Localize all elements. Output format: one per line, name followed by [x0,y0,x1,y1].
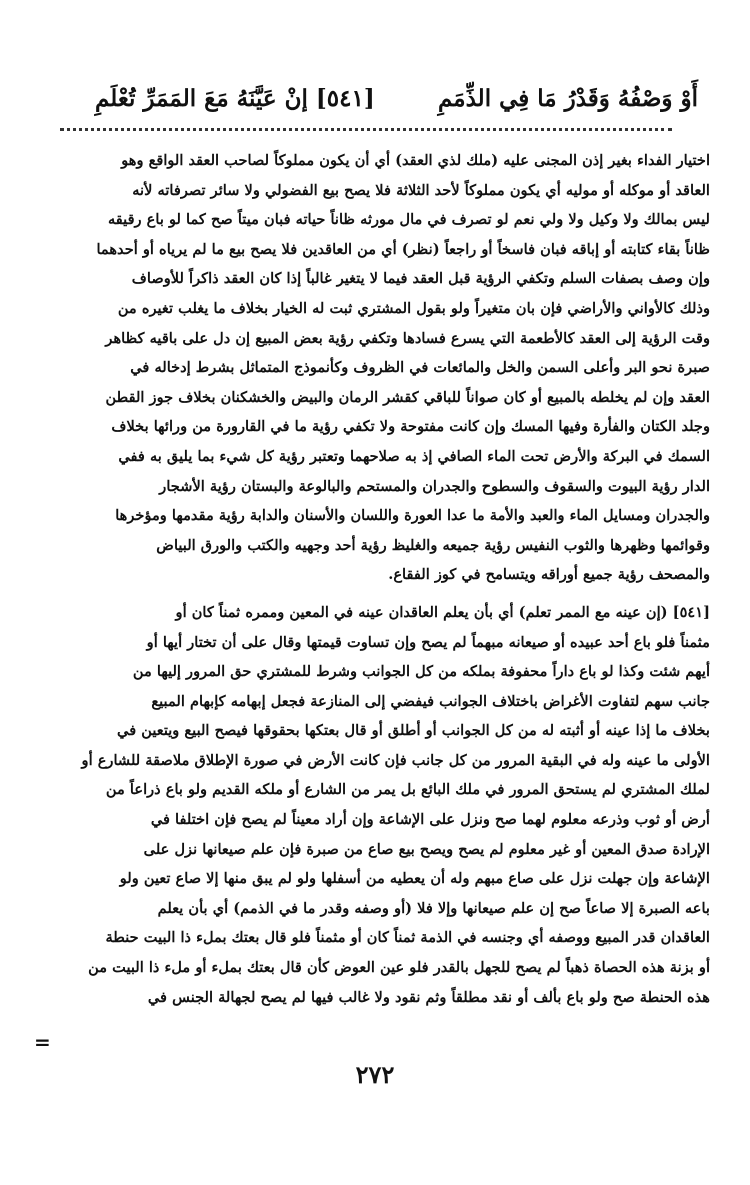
text-line: السمك في البركة والأرض تحت الماء الصافي إذ به صلاحهما وتعتبر رؤية كل شيء بما يليق به ففي [118,447,710,465]
text-line: لملك المشتري لم يستحق المرور في ملك البائع بل يمر من الشارع أو ملكه القديم ولو باع ذراعاً من [105,781,710,799]
commentary-text [42,146,710,1012]
text-line: والجدران ومسايل الماء والعبد والأمة ما عدا العورة واللسان والأسنان والدابة رؤية مقدمها ومؤخرها [115,507,710,525]
text-line: أو بزنة هذه الحصاة ذهباً لم يصح للجهل بالقدر فلو عين العوض كأن قال بعتك بملء أو ملء ذا البيت من [88,959,710,977]
text-line: وذلك كالأواني والأراضي فإن بان متغيراً ولو بقول المشتري ثبت له الخيار بخلاف ما يغلب تغيره من [117,299,710,317]
verse-left-hemistich: أَوْ وَصْفُهُ وَقَدْرُ مَا فِي الذِّمَمِ [437,84,698,112]
text-line: العاقد أو موكله أو موليه أي يكون مملوكاً لأحد الثلاثة فلا يصح بيع الفضولي ولا سائر تصرفاته لأنه [132,181,710,199]
text-line: الدار رؤية البيوت والسقوف والسطوح والجدران والمستحم والبالوعة والبستان رؤية الأشجار [159,477,710,495]
verse-header [95,78,698,118]
text-line: الإرادة صدق المعين أو غير معلوم لم يصح ويصح بيع صاع من صبرة فإن علم صيعانها نزل على [143,840,710,858]
text-line: مثمناً فلو باع أحد عبيده أو صيعانه مبهماً لم يصح وإن تساوت قيمتها وقال على أن تختار أيها أو [146,633,710,651]
paragraph-2 [42,598,710,1012]
text-line: صبرة نحو البر وأعلى السمن والخل والمائعات في الظروف وكأنموذج المتماثل بشرط إدخاله في [130,359,710,377]
text-line: أرض أو ثوب وذرعه معلوم لهما صح ونزل على الإشاعة وإن أراد معيناً لم يصح فإن اختلفا في [150,811,710,829]
paragraph-gap [42,590,710,598]
text-line: ظاناً بقاء كتابته أو إباقه فبان فاسخاً أو راجعاً (نظر) أي من العاقدين فلا يصح بيع ما لم يرياه أو أحدهما [96,240,710,258]
continuation-mark: = [34,1030,51,1054]
text-line: وقت الرؤية إلى العقد كالأطعمة التي يسرع فسادها وتكفي رؤية بعض المبيع إن دل على باقيه كظاهر [105,329,710,347]
text-line: جانب سهم لتفاوت الأغراض باختلاف الجوانب فيفضي إلى المنازعة فجعل إبهامه كإبهام المبيع [151,692,710,710]
text-line: الإشاعة وإن جهلت نزل على صاع مبهم وله أن يعطيه من أسفلها ولو لم يبق منها إلا صاع تعين ولو [119,870,710,888]
text-line: ليس بمالك ولا وكيل ولا ولي نعم لو تصرف في مال مورثه ظاناً حياته فبان ميتاً صح كما لو باع رقيقه [107,211,710,229]
text-line: هذه الحنطة صح ولو باع بألف أو نقد مطلقاً وثم نقود ولا غالب فيها لم يصح لجهالة الجنس في [147,988,710,1006]
text-line: اختيار الفداء بغير إذن المجنى عليه (ملك لذي العقد) أي أن يكون مملوكاً لصاحب العقد الواقع وهو [121,152,710,169]
verse-right-hemistich: [٥٤١] إنْ عَيَّنَهُ مَعَ المَمَرِّ تُعْلَمِ [95,84,375,112]
dotted-separator [60,128,672,131]
text-line: وجلد الكتان والفأرة وفيها المسك وإن كانت مفتوحة ولا تكفي رؤية ما في القارورة من ورائها بخلاف [111,418,710,436]
page-number: ٢٧٢ [355,1060,395,1089]
text-line: وإن وصف بصفات السلم وتكفي الرؤية قبل العقد فيما لا يتغير غالباً إذا كان العقد ذاكراً للأوصاف [131,270,710,288]
paragraph-1 [42,146,710,590]
text-line: والمصحف رؤية جميع أوراقه ويتسامح في كوز الفقاع. [388,566,710,584]
text-line: العقد وإن لم يخلطه بالمبيع أو كان صواناً للباقي كقشر الرمان والبيض والخشكنان بخلاف جوز القطن [105,388,710,406]
text-line: باعه الصبرة إلا صاعاً صح إن علم صيعانها وإلا فلا (أو وصفه وقدر ما في الذمم) أي بأن يعلم [157,899,710,917]
text-line: وقوائمها وظهرها والثوب النفيس رؤية جميعه والغليظ رؤية أحد وجهيه والكتب والورق البياض [156,536,710,554]
text-line: [٥٤١] (إن عينه مع الممر تعلم) أي بأن يعلم العاقدان عينه في المعين وممره ثمناً كان أو [175,603,710,621]
text-line: الأولى ما عينه وله في البقية المرور من كل جانب فإن كانت الأرض في صورة الإطلاق ملاصقة للشارع أو [81,751,710,769]
text-line: العاقدان قدر المبيع ووصفه أي وجنسه في الذمة ثمناً كان أو مثمناً فلو قال بعتك بملء ذا البيت حنطة [105,929,710,947]
text-line: بخلاف ما إذا عينه أو أثبته له من كل الجوانب أو أطلق أو قال بعتكها بحقوقها فيصح البيع ويتعين في [117,722,710,740]
text-line: أيهم شئت وكذا لو باع داراً محفوفة بملكه من كل الجوانب وشرط للمشتري حق المرور إليها من [132,663,710,681]
